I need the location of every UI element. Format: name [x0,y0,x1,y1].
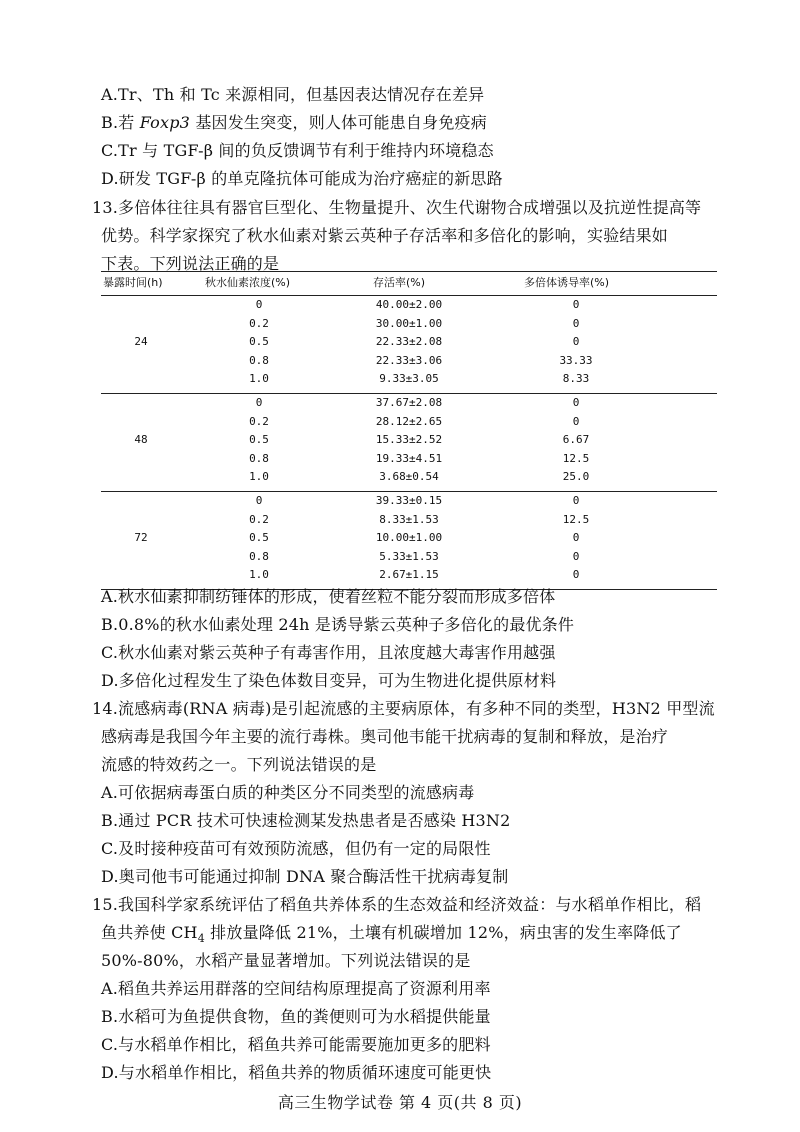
table-cell-induction: 0 [572,298,580,311]
q15-stem-line2 [101,922,682,950]
q13-option-a: A.秋水仙素抑制纺锤体的形成，使着丝粒不能分裂而形成多倍体 [101,587,556,606]
q15-stem-line1: 15.我国科学家系统评估了稻鱼共养体系的生态效益和经济效益：与水稻单作相比，稻 [92,895,702,914]
q14-option-d: D.奥司他韦可能通过抑制 DNA 聚合酶活性干扰病毒复制 [101,867,509,886]
q13-stem-line3: 下表。下列说法正确的是 [101,254,280,273]
q14-option-b: B.通过 PCR 技术可快速检测某发热患者是否感染 H3N2 [101,811,511,830]
header-colchicine-conc: 秋水仙素浓度(%) [205,276,291,289]
table-cell-induction: 0 [572,494,580,507]
table-cell-concentration: 0.5 [249,335,269,349]
q13-option-c: C.秋水仙素对紫云英种子有毒害作用，且浓度越大毒害作用越强 [101,643,556,662]
table-cell-exposure-time: 48 [134,433,148,447]
table-cell-induction: 0 [572,396,580,409]
q13-stem-line2: 优势。科学家探究了秋水仙素对紫云英种子存活率和多倍化的影响，实验结果如 [101,226,669,245]
table-cell-induction: 0 [572,568,580,582]
q14-stem-line2: 感病毒是我国今年主要的流行毒株。奥司他韦能干扰病毒的复制和释放，是治疗 [101,727,669,746]
table-cell-exposure-time: 72 [134,531,148,545]
q12-option-a: A.Tr、Th 和 Tc 来源相同，但基因表达情况存在差异 [101,85,485,104]
table-top-rule [101,271,717,272]
table-cell-concentration: 0.8 [249,353,269,367]
table-group-rule [101,491,717,492]
q12-option-d: D.研发 TGF-β 的单克隆抗体可能成为治疗癌症的新思路 [101,169,503,188]
table-cell-survival: 15.33±2.52 [375,433,443,447]
q12-option-c: C.Tr 与 TGF-β 间的负反馈调节有利于维持内环境稳态 [101,141,494,160]
table-cell-induction: 12.5 [562,451,590,465]
q13-option-d: D.多倍化过程发生了染色体数目变异，可为生物进化提供原材料 [101,671,557,690]
table-cell-survival: 37.67±2.08 [375,396,443,409]
table-group-rule [101,393,717,394]
q15-option-b: B.水稻可为鱼提供食物，鱼的粪便则可为水稻提供能量 [101,1007,491,1026]
q15-stem-line3: 50%-80%，水稻产量显著增加。下列说法错误的是 [101,951,471,970]
table-cell-survival: 8.33±1.53 [379,512,439,526]
header-survival-rate: 存活率(%) [373,276,426,289]
table-cell-induction: 0 [572,414,580,428]
table-cell-survival: 22.33±3.06 [375,353,443,367]
table-cell-concentration: 0.5 [249,433,269,447]
table-cell-induction: 12.5 [562,512,590,526]
table-cell-survival: 19.33±4.51 [375,451,443,465]
q14-stem-line3: 流感的特效药之一。下列说法错误的是 [101,755,377,774]
table-cell-induction: 0 [572,335,580,349]
table-cell-survival: 39.33±0.15 [375,494,443,507]
q15-stem-line2-suffix: 排放量降低 21%，土壤有机碳增加 12%，病虫害的发生率降低了 [204,923,682,942]
table-cell-concentration: 0 [255,494,263,507]
table-cell-induction: 6.67 [562,433,590,447]
header-exposure-time: 暴露时间(h) [103,276,163,289]
table-cell-concentration: 0 [255,396,263,409]
table-cell-concentration: 0.8 [249,451,269,465]
q15-option-d: D.与水稻单作相比，稻鱼共养的物质循环速度可能更快 [101,1063,492,1082]
table-cell-induction: 0 [572,531,580,545]
q15-option-c: C.与水稻单作相比，稻鱼共养可能需要施加更多的肥料 [101,1035,491,1054]
table-cell-induction: 25.0 [562,470,590,484]
table-cell-survival: 5.33±1.53 [379,549,439,563]
q14-option-a: A.可依据病毒蛋白质的种类区分不同类型的流感病毒 [101,783,475,802]
table-cell-survival: 30.00±1.00 [375,316,443,330]
table-cell-survival: 3.68±0.54 [379,470,439,484]
table-cell-survival: 40.00±2.00 [375,298,443,311]
table-cell-concentration: 0.5 [249,531,269,545]
table-cell-induction: 33.33 [559,353,593,367]
table-cell-concentration: 1.0 [249,372,269,386]
q13-stem-line1: 13.多倍体往往具有器官巨型化、生物量提升、次生代谢物合成增强以及抗逆性提高等 [92,198,702,217]
table-cell-survival: 10.00±1.00 [375,531,443,545]
table-cell-survival: 2.67±1.15 [379,568,439,582]
q15-stem-line2-sub: 4 [197,932,205,946]
header-induction-rate: 多倍体诱导率(%) [524,276,610,289]
q14-option-c: C.及时接种疫苗可有效预防流感，但仍有一定的局限性 [101,839,491,858]
q12-option-b [101,112,487,134]
table-cell-concentration: 0.2 [249,414,269,428]
q15-option-a: A.稻鱼共养运用群落的空间结构原理提高了资源利用率 [101,979,491,998]
table-cell-concentration: 0 [255,298,263,311]
q13-option-b: B.0.8%的秋水仙素处理 24h 是诱导紫云英种子多倍化的最优条件 [101,615,575,634]
q14-stem-line1: 14.流感病毒(RNA 病毒)是引起流感的主要病原体，有多种不同的类型，H3N2 甲型流 [92,699,715,718]
table-cell-concentration: 0.2 [249,316,269,330]
q15-stem-line2-prefix: 鱼共养使 CH [101,923,198,942]
table-cell-survival: 9.33±3.05 [379,372,439,386]
q12-option-b-prefix: B.若 [101,113,140,132]
table-cell-induction: 0 [572,549,580,563]
table-cell-concentration: 1.0 [249,568,269,582]
table-cell-concentration: 0.8 [249,549,269,563]
table-cell-concentration: 0.2 [249,512,269,526]
table-cell-survival: 22.33±2.08 [375,335,443,349]
table-cell-exposure-time: 24 [134,335,148,349]
table-cell-survival: 28.12±2.65 [375,414,443,428]
page-footer: 高三生物学试卷 第 4 页(共 8 页) [277,1093,523,1112]
table-header-rule [101,295,717,296]
table-cell-induction: 0 [572,316,580,330]
q12-option-b-suffix: 基因发生突变，则人体可能患自身免疫病 [190,113,487,132]
table-cell-concentration: 1.0 [249,470,269,484]
table-cell-induction: 8.33 [562,372,590,386]
q12-option-b-gene: Foxp3 [139,113,191,132]
